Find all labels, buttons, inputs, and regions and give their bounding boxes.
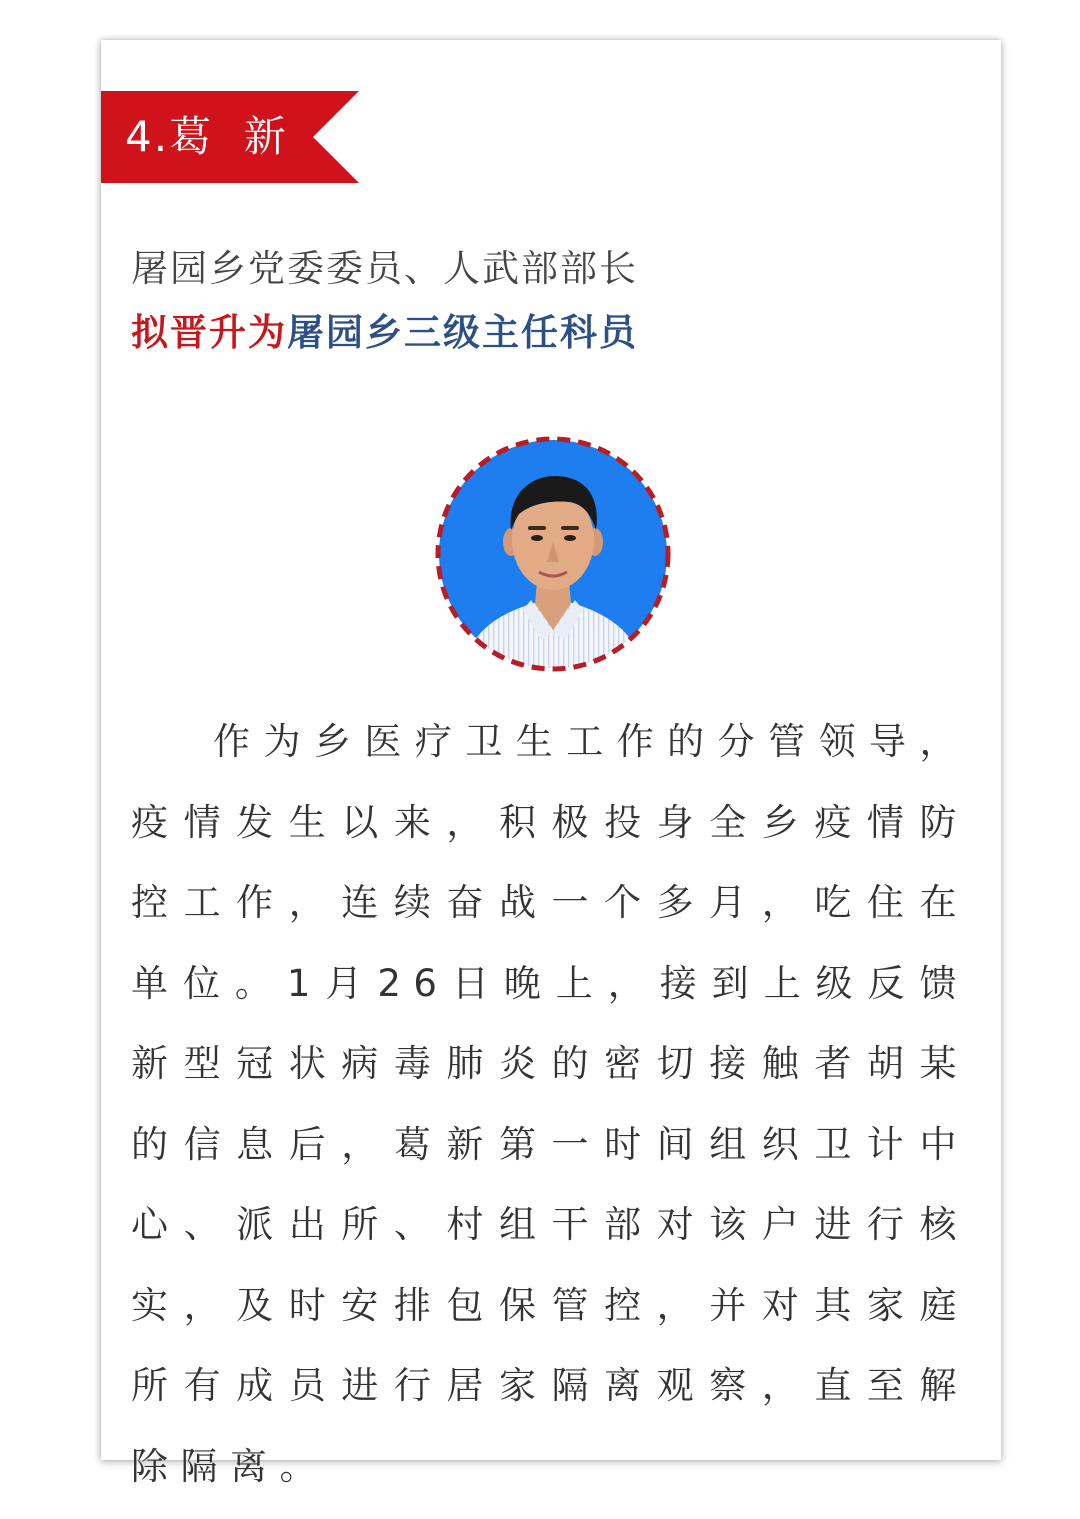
current-position: 屠园乡党委委员、人武部部长 [131,247,638,290]
profile-card [101,40,1001,1488]
promotion-prefix: 拟晋升为 [131,311,287,354]
candidate-name-title: 4.葛 新 [125,112,288,161]
name-ribbon [101,91,359,183]
promotion-target: 屠园乡三级主任科员 [287,311,638,354]
portrait-photo [433,434,673,674]
portrait-image [433,434,673,674]
promotion-line [131,302,638,356]
description-paragraph: 作为乡医疗卫生工作的分管领导，疫情发生以来，积极投身全乡疫情防控工作，连续奋战一个多月，吃住在单位。1月26日晚上，接到上级反馈新型冠状病毒肺炎的密切接触者胡某的信息后，葛新第一时间组织卫计中心、派出所、村组干部对该户进行核实，及时安排包保管控，并对其家庭所有成员进行居家隔离观察，直至解除隔离。 [131,720,969,1488]
